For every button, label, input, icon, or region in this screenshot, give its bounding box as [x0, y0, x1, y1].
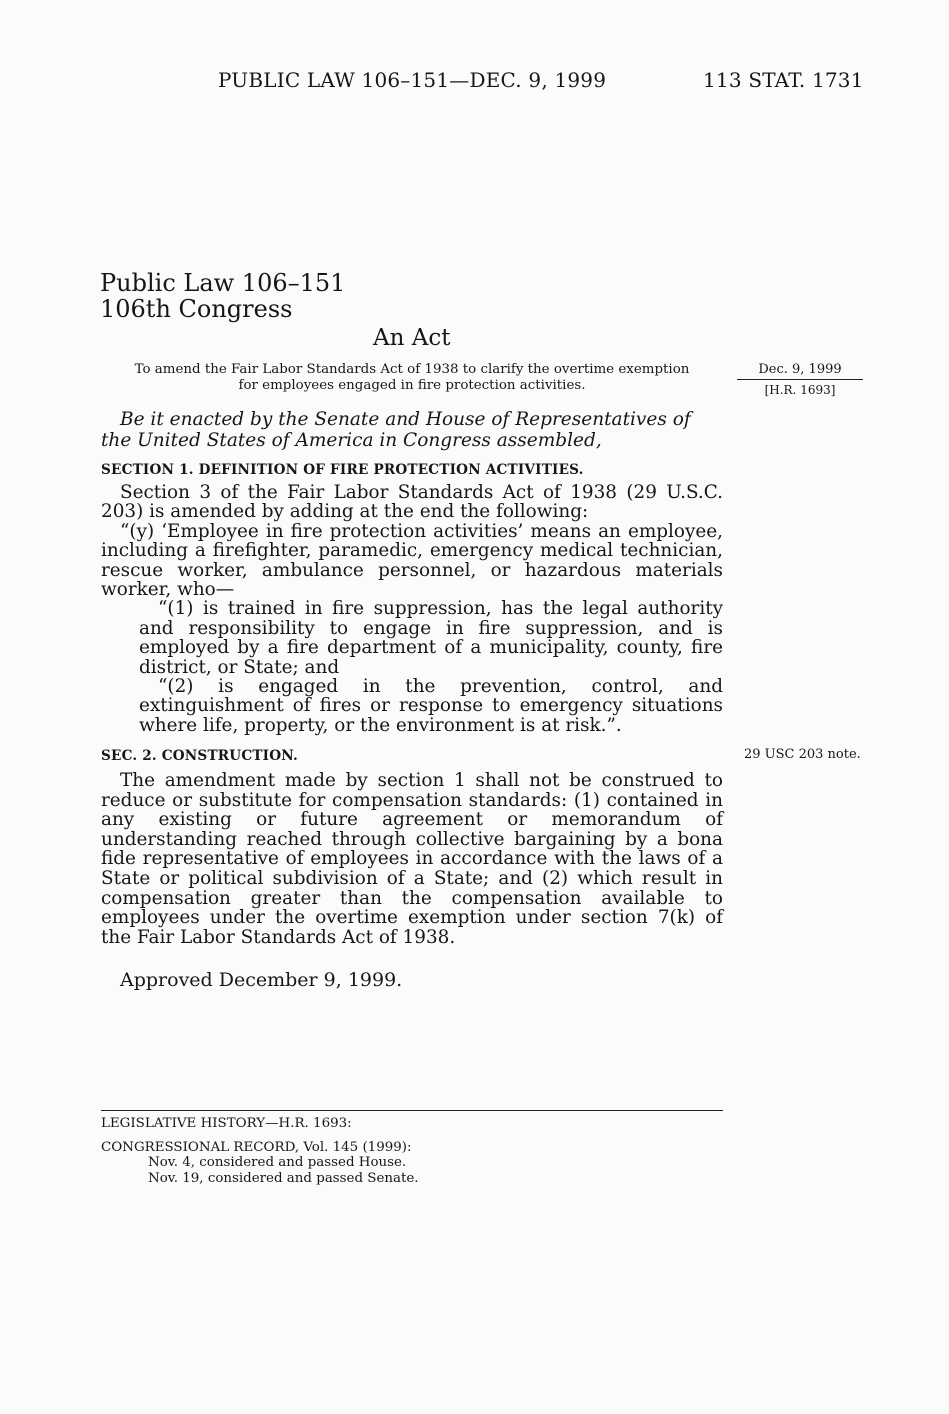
purpose-line-1: To amend the Fair Labor Standards Act of 1938 to clarify the overtime exemption [134, 362, 690, 377]
congress-number: 106th Congress [100, 295, 293, 323]
approval-line: Approved December 9, 1999. [120, 969, 403, 991]
footer-divider [101, 1110, 723, 1111]
section-2-body: The amendment made by section 1 shall not be construed to reduce or substitute for compensation standards: (1) contained in any existing or future agreement or memorandum of understanding reached through collective bargaining by a bona fide representative of employees in accordance with the laws of a State or political subdivision of a State; and (2) which result in compensation greater than the compensation available to employees under the overtime exemption under section 7(k) of the Fair Labor Standards Act of 1938. [101, 770, 723, 948]
section-1-intro: Section 3 of the Fair Labor Standards Act of 1938 (29 U.S.C. 203) is amended by adding at the end the following: [101, 482, 723, 523]
purpose-statement [112, 362, 712, 394]
law-title [100, 270, 345, 322]
running-head-left: PUBLIC LAW 106–151—DEC. 9, 1999 [218, 68, 607, 92]
act-heading: An Act [373, 325, 451, 351]
definition-item-2: “(2) is engaged in the prevention, control, and extinguishment of fires or response to emergency situations where life, property, or the environment is at risk.”. [139, 676, 723, 736]
definition-item-1: “(1) is trained in fire suppression, has the legal authority and responsibility to engage in fire suppression, and is employed by a fire department of a municipality, county, fire district, or State; and [139, 598, 723, 678]
bill-number: [H.R. 1693] [764, 383, 836, 397]
stat-page-number: 113 STAT. 1731 [703, 68, 864, 92]
section-1-body [101, 483, 723, 735]
section-2-heading: SEC. 2. CONSTRUCTION. [101, 748, 298, 764]
margin-note-date [737, 362, 863, 398]
enacting-clause: Be it enacted by the Senate and House of Representatives of the United States of America in Congress assembled, [101, 409, 691, 451]
legislative-history [101, 1116, 419, 1186]
legislative-history-heading: LEGISLATIVE HISTORY—H.R. 1693: [101, 1116, 352, 1131]
margin-note-usc: 29 USC 203 note. [744, 747, 861, 762]
enactment-date: Dec. 9, 1999 [737, 362, 863, 380]
history-entry: Nov. 19, considered and passed Senate. [148, 1170, 419, 1186]
section-1-heading: SECTION 1. DEFINITION OF FIRE PROTECTION ACTIVITIES. [101, 462, 584, 478]
definition-paragraph: “(y) ‘Employee in fire protection activities’ means an employee, including a firefighter, paramedic, emergency medical technician, rescue worker, ambulance personnel, or hazardous materials worker, who— [101, 520, 723, 601]
congressional-record: CONGRESSIONAL RECORD, Vol. 145 (1999): [101, 1139, 412, 1155]
public-law-number: Public Law 106–151 [100, 269, 346, 297]
purpose-line-2: for employees engaged in fire protection activities. [238, 378, 586, 393]
history-entry: Nov. 4, considered and passed House. [148, 1155, 407, 1170]
